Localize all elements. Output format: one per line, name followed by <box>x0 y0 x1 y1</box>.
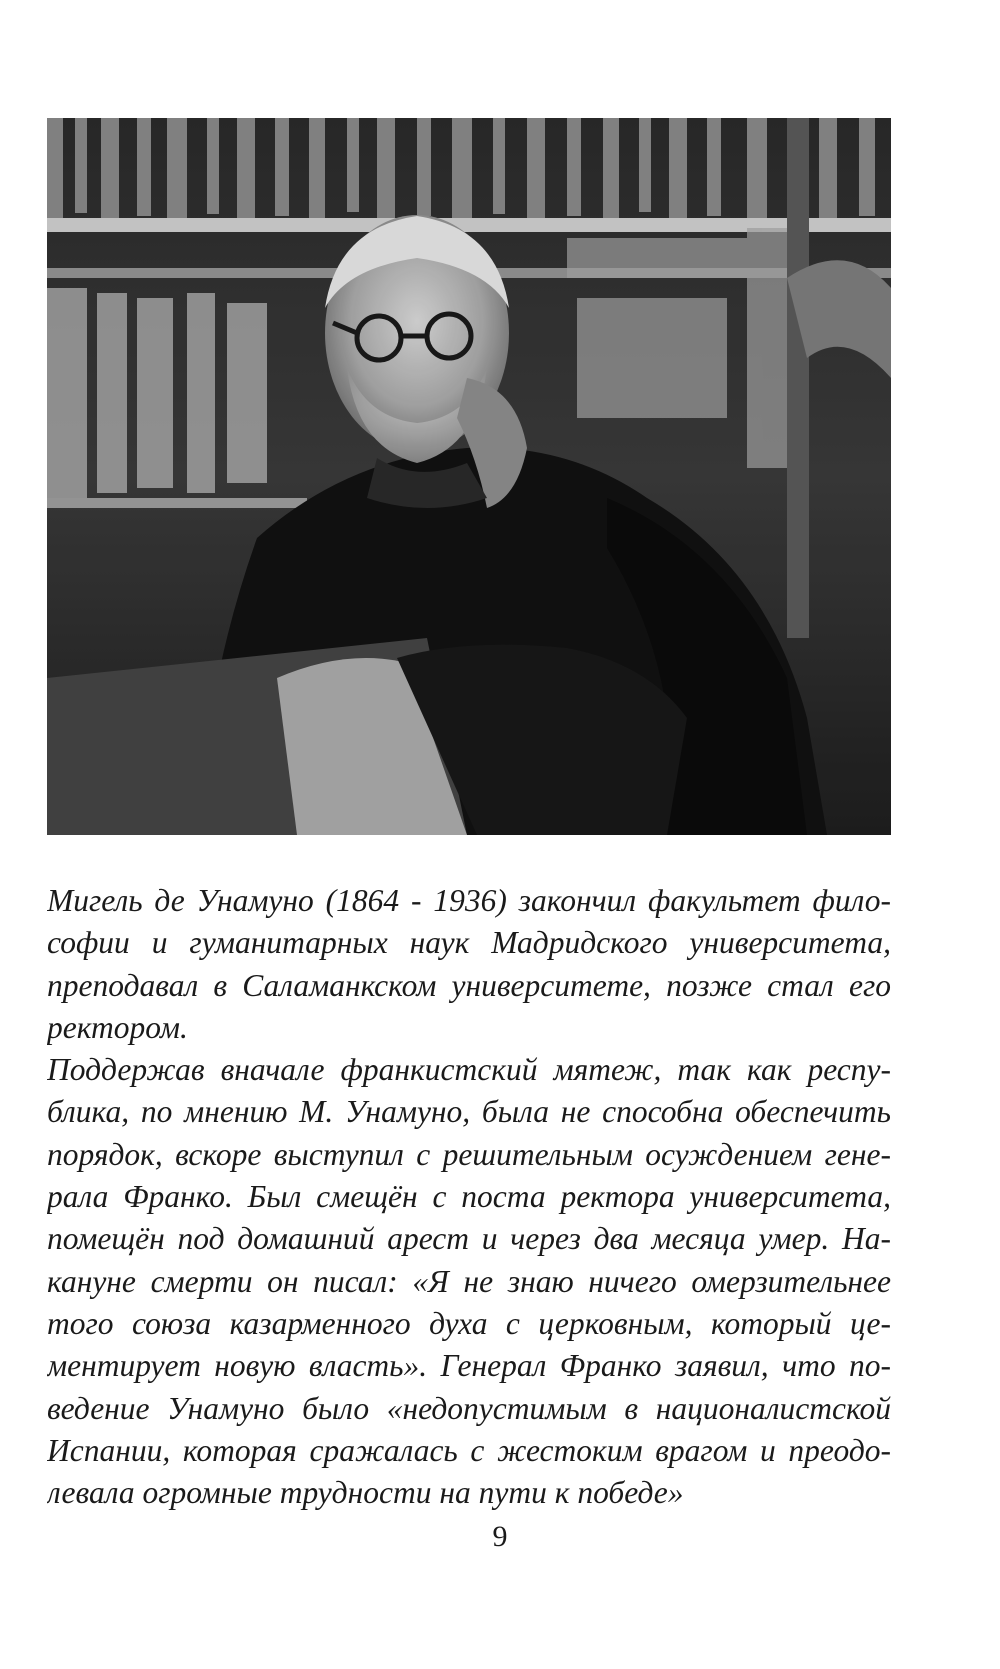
caption-line: блика, по мнению М. Унамуно, была не способна обеспечить <box>47 1094 891 1130</box>
caption-line: порядок, вскоре выступил с решительным осуждением гене- <box>47 1136 891 1172</box>
caption-line: кануне смерти он писал: «Я не знаю ничего омерзительнее <box>47 1263 891 1299</box>
caption-line: ведение Унамуно было «недопустимым в националистской <box>47 1390 891 1426</box>
caption-line: преподавал в Саламанкском университете, позже стал его <box>47 967 891 1003</box>
caption-line: ректором. <box>47 1009 188 1045</box>
caption-line: левала огромные трудности на пути к победе» <box>47 1475 684 1511</box>
caption-line: ментирует новую власть». Генерал Франко заявил, что по- <box>47 1348 891 1384</box>
caption-line: Испании, которая сражалась с жестоким врагом и преодо- <box>47 1432 891 1468</box>
photo-caption <box>47 880 891 1514</box>
page-number: 9 <box>492 1520 508 1553</box>
caption-line: помещён под домашний арест и через два месяца умер. На- <box>47 1221 891 1257</box>
caption-line: рала Франко. Был смещён с поста ректора университета, <box>47 1179 891 1215</box>
caption-line: Поддержав вначале франкистский мятеж, так как респу- <box>47 1052 891 1088</box>
portrait-photo-drawing <box>47 118 891 835</box>
caption-line: того союза казарменного духа с церковным, который це- <box>47 1305 891 1341</box>
portrait-photo <box>47 118 891 835</box>
caption-line: Мигель де Унамуно (1864 - 1936) закончил факультет фило- <box>47 883 891 918</box>
caption-line: софии и гуманитарных наук Мадридского университета, <box>47 925 891 961</box>
